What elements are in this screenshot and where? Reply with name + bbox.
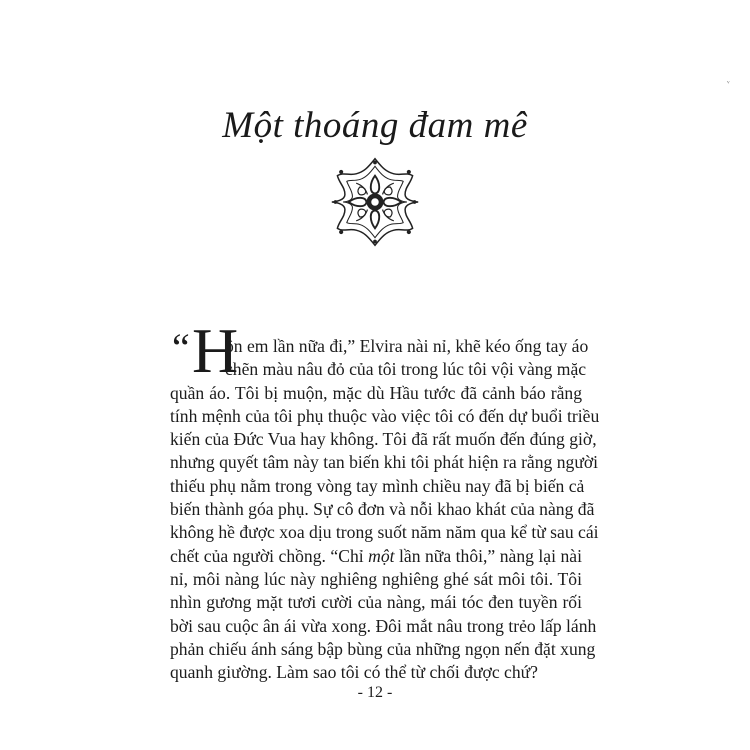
text-line: quanh giường. Làm sao tôi có thể từ chối được chứ? [170, 662, 538, 683]
emphasis-text: một [368, 545, 395, 566]
text-line: tính mệnh của tôi phụ thuộc vào việc tôi có đến dự buổi triều [170, 405, 600, 426]
text-line: nỉ, môi nàng lúc này nghiêng nghiêng ghé sát môi tôi. Tôi [170, 568, 582, 589]
text-line: phản chiếu ánh sáng bập bùng của những ngọn nến đặt xung [170, 638, 596, 659]
page-number: - 12 - [357, 684, 393, 701]
text-line: thiếu phụ nằm trong vòng tay mình chiều nay đã bị biến cả [170, 475, 585, 496]
text-line: không hề được xoa dịu trong suốt năm năm qua kể từ sau cái [170, 522, 599, 543]
text-line: kiến của Đức Vua hay không. Tôi đã rất muốn đến đúng giờ, [170, 429, 597, 450]
text-line: chẽn màu nâu đỏ của tôi trong lúc tôi vội vàng mặc [225, 359, 587, 380]
text-segment: chết của người chồng. “Chỉ [170, 545, 369, 566]
body-text [170, 335, 600, 684]
text-line: bời sau cuộc ân ái vừa xong. Đôi mắt nâu trong trẻo lấp lánh [170, 615, 597, 636]
text-line: nhưng quyết tâm này tan biến khi tôi phát hiện ra rằng người [170, 452, 599, 473]
floral-ornament-icon [328, 155, 422, 249]
corner-mark: ᵛ [727, 78, 731, 88]
drop-cap-letter: H [192, 315, 239, 386]
text-line: quần áo. Tôi bị muộn, mặc dù Hầu tước đã cảnh báo rằng [170, 382, 582, 403]
text-line: biến thành góa phụ. Sự cô đơn và nỗi khao khát của nàng đã [170, 499, 595, 520]
text-segment: lần nữa thôi,” nàng lại nài [394, 545, 582, 566]
text-line: nhìn gương mặt tươi cười của nàng, mái tóc đen tuyền rối [170, 592, 582, 613]
drop-cap-quote: “ [172, 325, 190, 370]
text-line: ôn em lần nữa đi,” Elvira nài nỉ, khẽ kéo ống tay áo [225, 336, 589, 356]
text-line [170, 545, 582, 568]
chapter-title: Một thoáng đam mê [222, 105, 528, 146]
